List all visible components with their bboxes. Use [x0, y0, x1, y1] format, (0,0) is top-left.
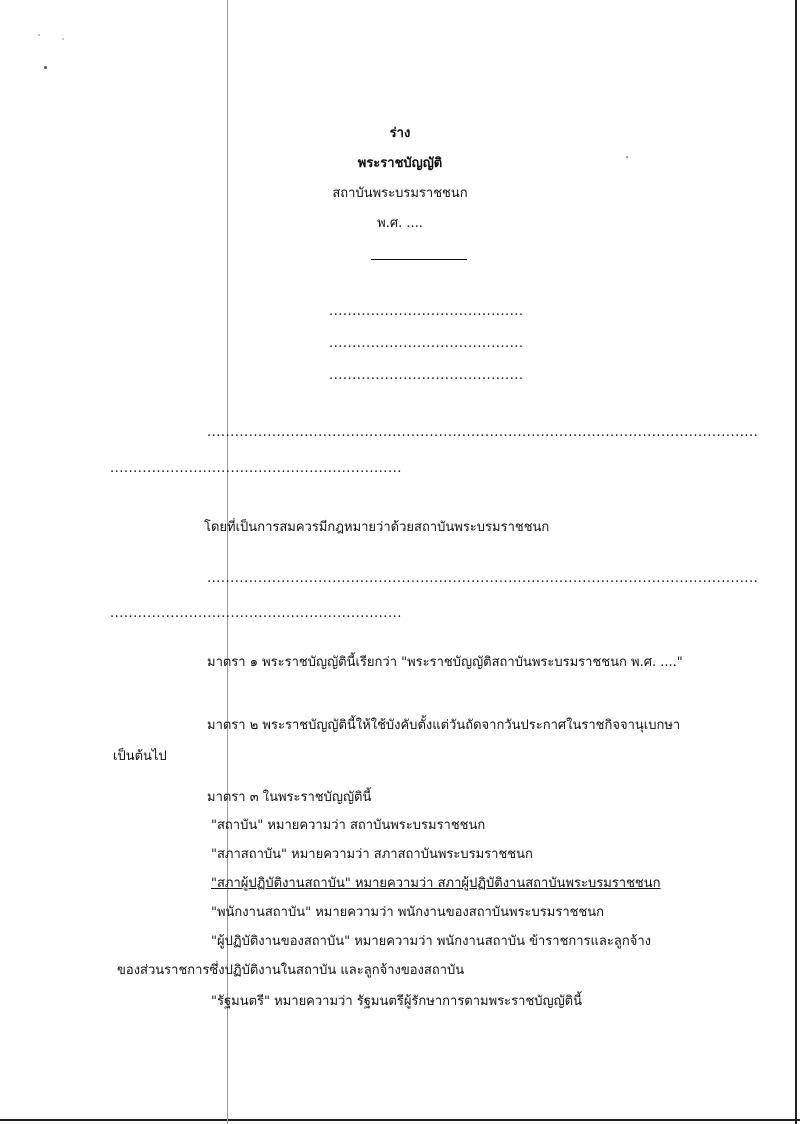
- placeholder-line: ..........................................: [329, 304, 524, 319]
- placeholder-line: ..........................................: [329, 336, 524, 351]
- scan-speck: [62, 38, 64, 40]
- definition-worker-line-1: "ผู้ปฏิบัติงานของสถาบัน" หมายความว่า พนักงานสถาบัน ข้าราชการและลูกจ้าง: [211, 934, 651, 949]
- scan-speck: [44, 66, 47, 69]
- definition-council: "สภาสถาบัน" หมายความว่า สภาสถาบันพระบรมราชชนก: [211, 847, 533, 862]
- definition-employee: "พนักงานสถาบัน" หมายความว่า พนักงานของสถาบันพระบรมราชชนก: [211, 905, 605, 920]
- definition-staff-council: "สภาผู้ปฏิบัติงานสถาบัน" หมายความว่า สภาผู้ปฏิบัติงานสถาบันพระบรมราชชนก: [211, 876, 661, 891]
- definition-worker-line-2: ของส่วนราชการซึ่งปฏิบัติงานในสถาบัน และลูกจ้างของสถาบัน: [117, 963, 465, 978]
- act-year: พ.ศ. ....: [377, 216, 423, 231]
- placeholder-line: .......................................................................................................................: [207, 571, 759, 586]
- placeholder-line: ...............................................................: [110, 461, 402, 476]
- act-subtitle: สถาบันพระบรมราชชนก: [332, 186, 468, 201]
- definition-institute: "สถาบัน" หมายความว่า สถาบันพระบรมราชชนก: [211, 818, 486, 833]
- section-2-line-1: มาตรา ๒ พระราชบัญญัตินี้ให้ใช้บังคับตั้งแต่วันถัดจากวันประกาศในราชกิจจานุเบกษา: [207, 718, 681, 733]
- scan-speck: [38, 34, 40, 36]
- definition-minister: "รัฐมนตรี" หมายความว่า รัฐมนตรีผู้รักษาการตามพระราชบัญญัตินี้: [211, 994, 582, 1009]
- act-title: พระราชบัญญัติ: [357, 156, 443, 171]
- placeholder-line: ...............................................................: [110, 606, 402, 621]
- header-rule: [371, 259, 467, 260]
- draft-label: ร่าง: [389, 126, 411, 141]
- section-3: มาตรา ๓ ในพระราชบัญญัตินี้: [207, 790, 372, 805]
- section-1: มาตรา ๑ พระราชบัญญัตินี้เรียกว่า "พระราชบัญญัติสถาบันพระบรมราชชนก พ.ศ. ....": [207, 655, 683, 670]
- scan-border-bottom: [0, 1119, 800, 1121]
- section-2-line-2: เป็นต้นไป: [113, 749, 167, 764]
- placeholder-line: .......................................................................................................................: [207, 425, 759, 440]
- preamble-text: โดยที่เป็นการสมควรมีกฎหมายว่าด้วยสถาบันพระบรมราชชนก: [204, 520, 550, 535]
- placeholder-line: ..........................................: [329, 368, 524, 383]
